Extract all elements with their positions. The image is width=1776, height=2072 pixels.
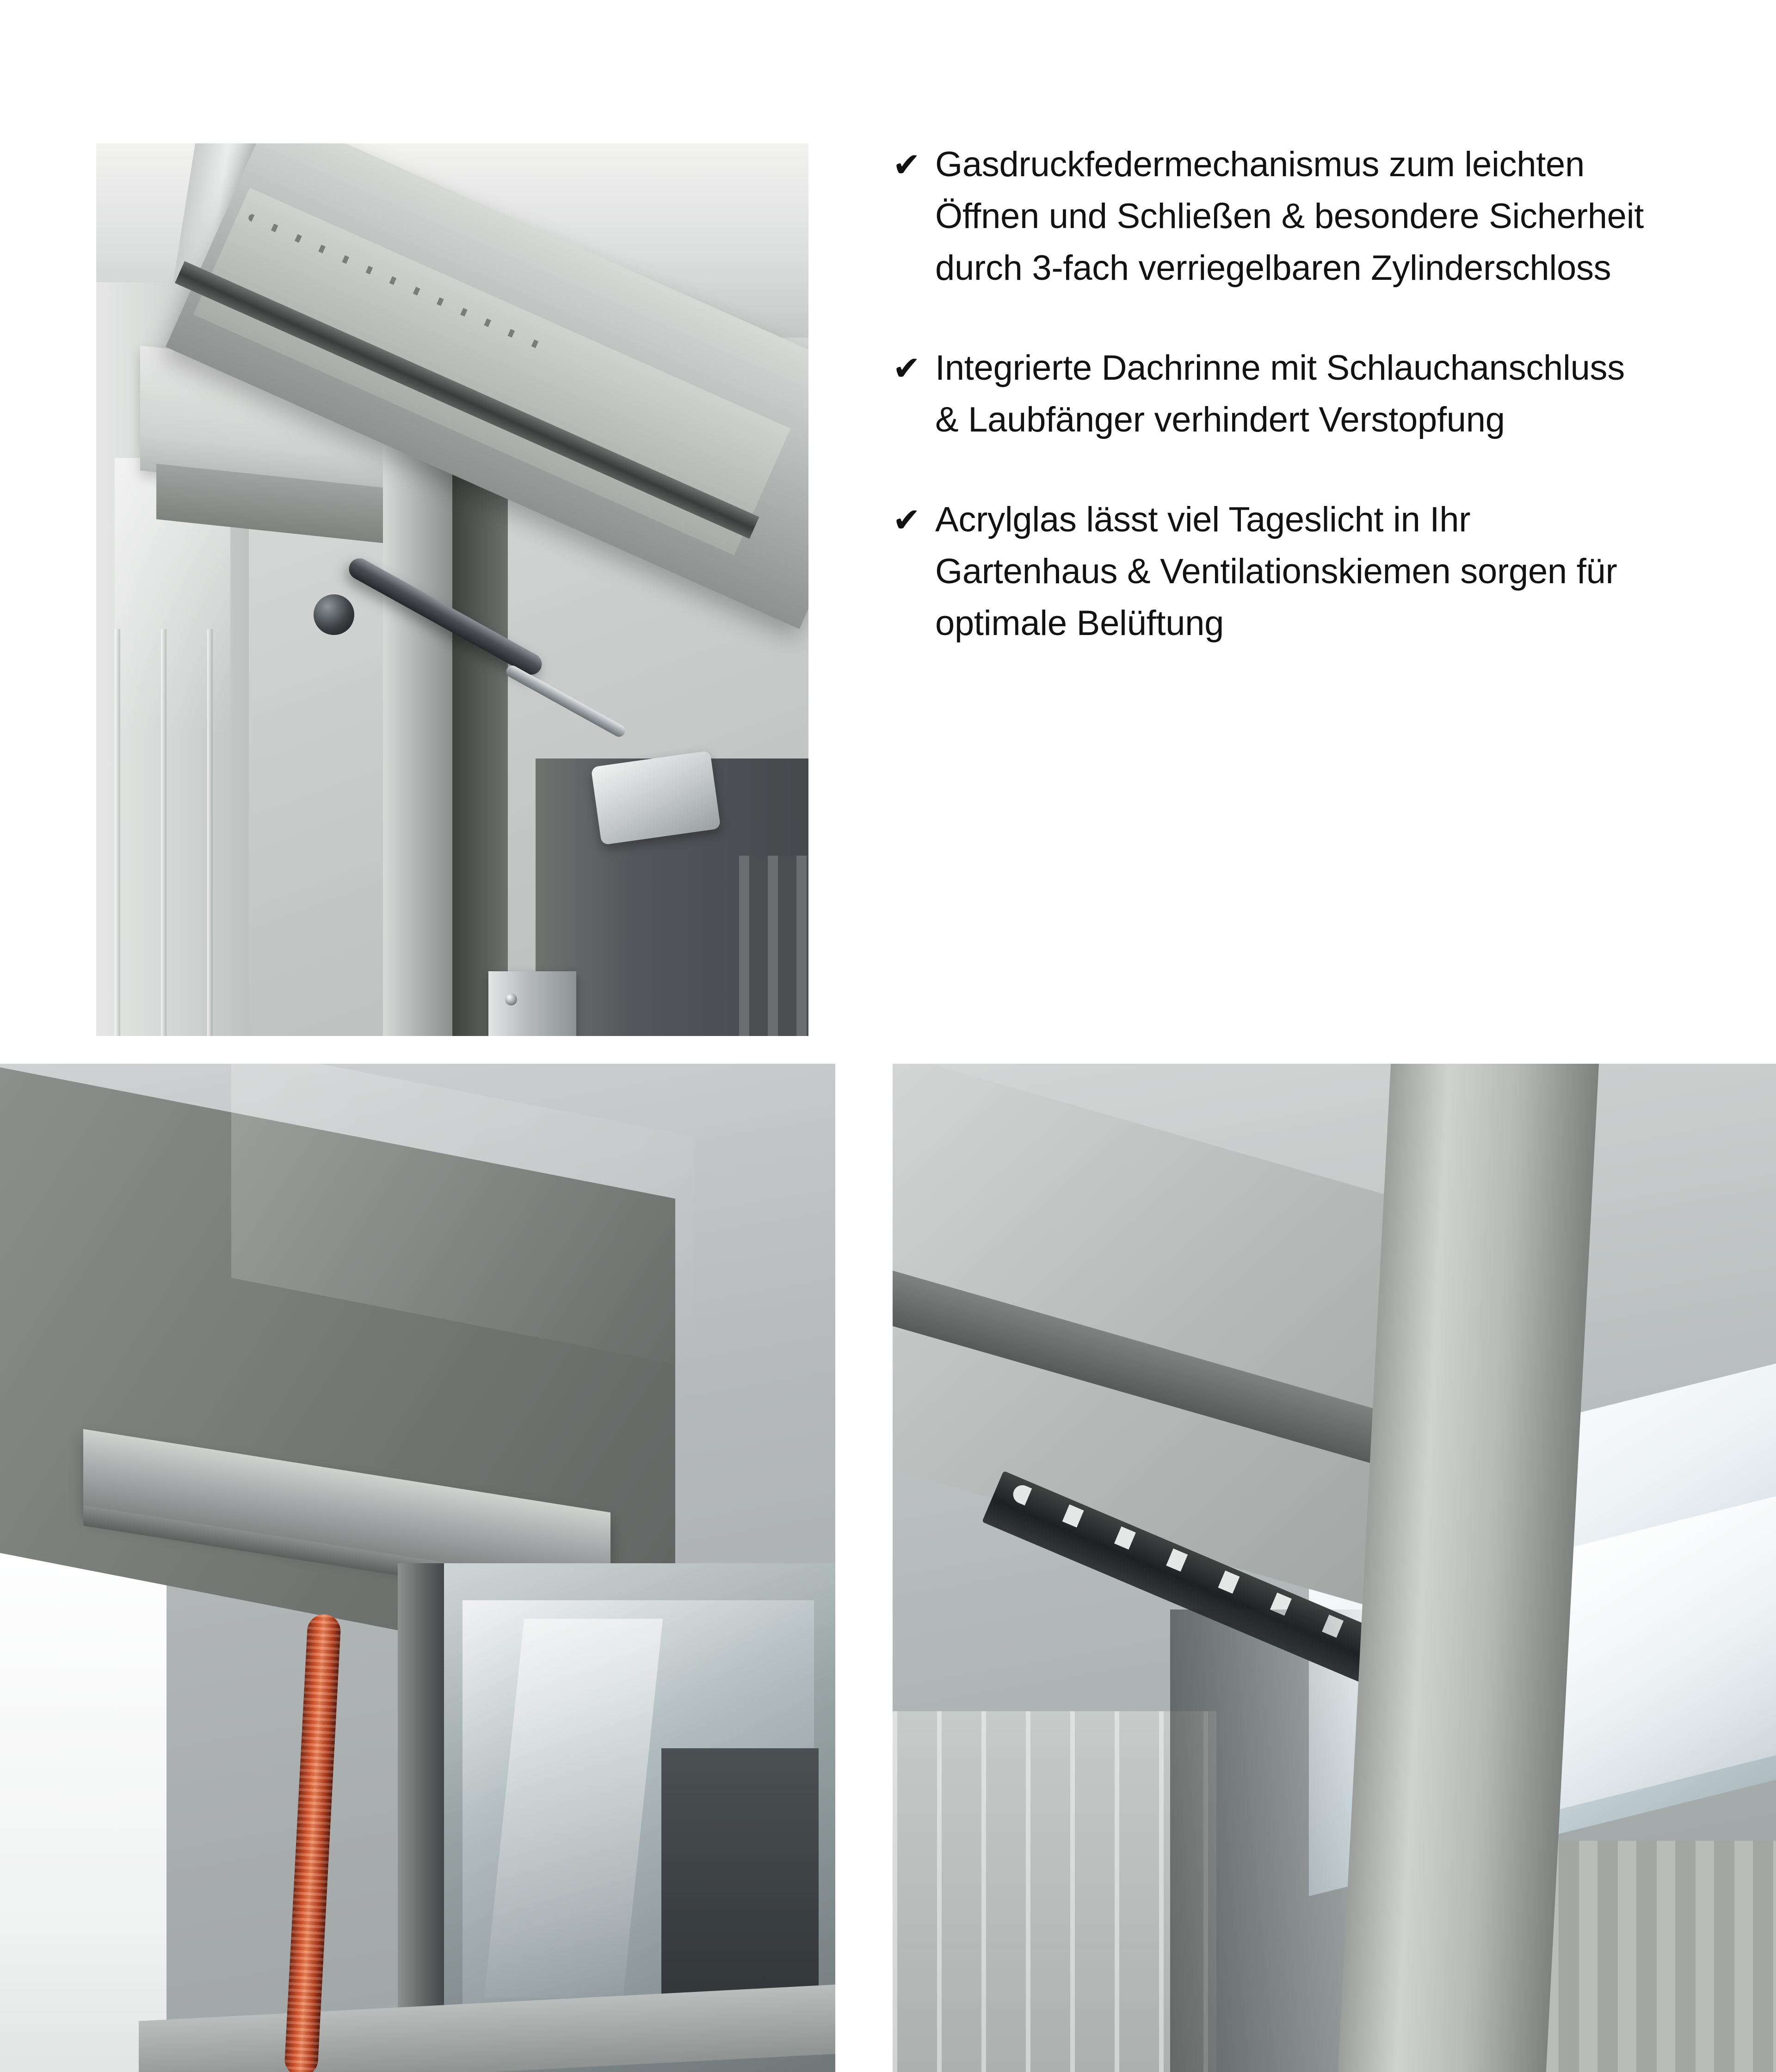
- door-hinge: [488, 971, 576, 1036]
- garden-hose-texture: [284, 1614, 341, 2072]
- photo-vent: [893, 1064, 1776, 2072]
- wall-rib: [161, 629, 166, 1036]
- lower-wall-ribs: [1540, 1841, 1776, 2072]
- check-mark-icon: ✔: [893, 500, 921, 539]
- feature-list: [893, 139, 1697, 649]
- background-wall: [0, 1526, 166, 2072]
- wall-rib: [115, 629, 120, 1036]
- feature-text: Integrierte Dachrinne mit Schlauchanschluss & Laubfänger verhindert Verstopfung: [935, 348, 1625, 439]
- check-mark-icon: ✔: [893, 349, 921, 388]
- feature-item-gutter: [893, 342, 1697, 446]
- feature-item-acrylic-glass: [893, 494, 1697, 649]
- window-frame-post: [398, 1563, 444, 2072]
- door-ribs: [739, 856, 808, 1036]
- photo-gutter: [0, 1064, 835, 2072]
- mounting-bracket: [591, 751, 721, 845]
- gas-spring-rod: [504, 663, 627, 739]
- check-mark-icon: ✔: [893, 145, 921, 184]
- gas-spring-ball-joint: [314, 594, 354, 635]
- feature-text: Gasdruckfedermechanismus zum leichten Öffnen und Schließen & besondere Sicherheit durch 3-fach verriegelbaren Zylinderschloss: [935, 145, 1644, 288]
- photo-hinge: [96, 143, 808, 1036]
- feature-item-gas-spring: [893, 139, 1697, 294]
- side-wall-ribs: [893, 1711, 1216, 2072]
- feature-text: Acrylglas lässt viel Tageslicht in Ihr Gartenhaus & Ventilationskiemen sorgen für optimale Belüftung: [935, 500, 1617, 643]
- wall-rib: [207, 629, 213, 1036]
